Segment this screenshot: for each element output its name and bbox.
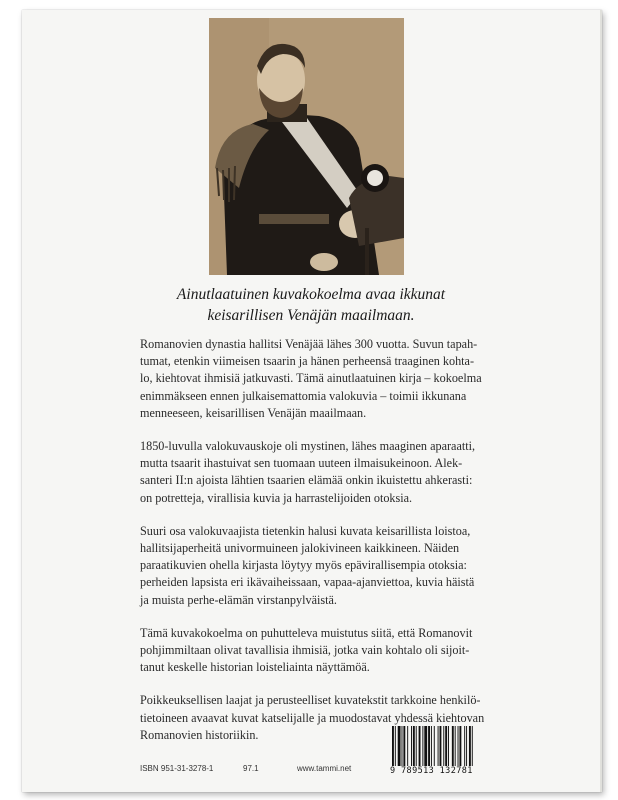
blurb-line: hallitsijaperheitä univormuineen jalokivineen kaikkineen. Näiden [140,541,460,556]
blurb-paragraph [140,523,540,609]
blurb-line: Romanovien historiikin. [140,727,259,742]
blurb-line: perheiden lapsista eri ikävaiheissaan, vapaa-ajanviettoa, kuvia häistä [140,575,475,590]
barcode-bar [459,726,461,768]
blurb-paragraph [140,336,540,422]
barcode-bar [440,726,442,768]
blurb-line: Suuri osa valokuvaajista tietenkin halusi kuvata keisarillista loistoa, [140,523,471,538]
barcode-bar [445,726,447,768]
blurb-paragraph [140,438,540,507]
photo-caption [22,284,600,326]
blurb-line: tietoineen avaavat kuvat katselijalle ja muodostavat yhdessä kiehtovan [140,710,485,725]
barcode-bar [434,726,435,768]
blurb-text [140,336,540,760]
barcode-bar [469,726,471,768]
barcode-bar [428,726,430,768]
blurb-line: enimmäkseen ennen julkaisemattomia valokuvia – toimii ikkunana [140,388,467,403]
barcode-bar [422,726,423,768]
barcode-bar [472,726,473,768]
barcode-bar [458,726,459,768]
portrait-photo-icon [209,18,404,275]
blurb-line: tumat, etenkin viimeisen tsaarin ja hänen perheensä traaginen kohta- [140,354,475,369]
barcode-bar [448,726,449,768]
barcode-bar [438,726,439,768]
blurb-paragraph [140,625,540,677]
barcode-bar [392,726,394,768]
barcode-bar [419,726,421,768]
publisher-website: www.tammi.net [297,764,352,773]
blurb-line: Romanovien dynastia hallitsi Venäjää lähes 300 vuotta. Suvun tapah- [140,337,478,351]
blurb-line: santeri II:n ajoista lähtien tsaarien elämää onkin ikuistettu ahkerasti: [140,473,473,488]
barcode-bar [455,726,456,768]
barcode [390,726,506,782]
blurb-line: on potretteja, virallisia kuvia ja harrastelijoiden otoksia. [140,490,413,505]
barcode-bar [403,726,405,768]
blurb-line: menneeseen, keisarillisen Venäjän maailmaan. [140,405,367,420]
isbn: ISBN 951-31-3278-1 [140,764,214,773]
blurb-line: Tämä kuvakokoelma on puhutteleva muistutus siitä, että Romanovit [140,625,473,640]
barcode-bar [402,726,403,768]
blurb-line: ja muista perhe-elämän virstanpylväistä. [140,592,337,607]
barcode-bar [411,726,412,768]
barcode-bar [452,726,454,768]
caption-line: keisarillisen Venäjän maailmaan. [207,307,415,324]
blurb-line: tanut keskelle historian loisteliainta näyttämöä. [140,660,370,675]
caption-line: Ainutlaatuinen kuvakokoelma avaa ikkunat [176,286,446,303]
blurb-line: mutta tsaarit ihastuivat sen tuomaan uuteen ilmaisukeinoon. Alek- [140,456,463,471]
barcode-bar [464,726,465,768]
barcode-bar [431,726,432,768]
barcode-bar [398,726,401,768]
barcode-bar [424,726,427,768]
barcode-bar [443,726,444,768]
barcode-bar [416,726,417,768]
barcode-digits: 9 789513 132781 [390,766,506,776]
book-back-cover [22,10,602,792]
barcode-icon [390,726,506,768]
blurb-line: pohjimmiltaan olivat tavallisia ihmisiä, jotka vain kohtalo oli sijoit- [140,643,470,658]
barcode-bar [466,726,467,768]
blurb-line: 1850-luvulla valokuvauskoje oli mystinen, lähes maaginen aparaatti, [140,439,476,454]
portrait-photo [209,18,404,275]
price-code: 97.1 [243,764,259,773]
barcode-bar [413,726,415,768]
barcode-bar [407,726,408,768]
barcode-bar [395,726,396,768]
blurb-line: paraatikuvien ohella kirjasta löytyy myös epävirallisempia otoksia: [140,558,467,573]
blurb-line: Poikkeuksellisen laajat ja perusteelliset kuvatekstit tarkkoine henkilö- [140,693,481,708]
blurb-line: lo, kiehtovat ihmisiä jatkuvasti. Tämä ainutlaatuinen kirja – kokoelma [140,371,482,386]
